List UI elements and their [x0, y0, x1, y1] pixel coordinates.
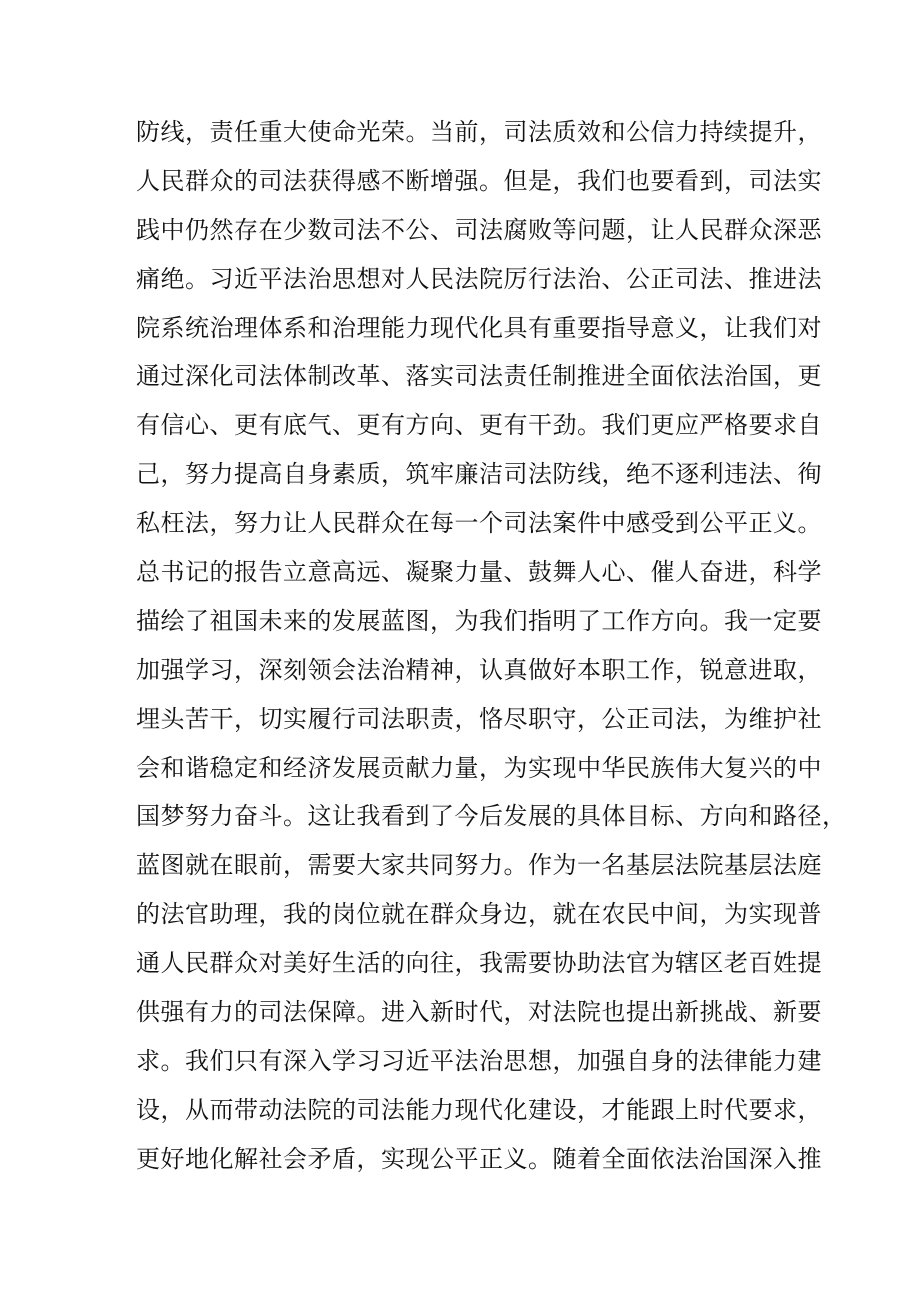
- text-line: 求。我们只有深入学习习近平法治思想，加强自身的法律能力建: [136, 1046, 822, 1075]
- text-line: 会和谐稳定和经济发展贡献力量，为实现中华民族伟大复兴的中: [136, 753, 822, 782]
- text-line: 国梦努力奋斗。这让我看到了今后发展的具体目标、方向和路径，: [136, 802, 847, 831]
- text-line: 痛绝。习近平法治思想对人民法院厉行法治、公正司法、推进法: [136, 264, 822, 293]
- text-line: 院系统治理体系和治理能力现代化具有重要指导意义，让我们对: [136, 313, 822, 342]
- text-line: 人民群众的司法获得感不断增强。但是，我们也要看到，司法实: [136, 166, 822, 195]
- text-line: 更好地化解社会矛盾，实现公平正义。随着全面依法治国深入推: [136, 1144, 822, 1173]
- text-line: 设，从而带动法院的司法能力现代化建设，才能跟上时代要求，: [136, 1095, 822, 1124]
- body-text: [136, 108, 847, 1184]
- text-line: 通过深化司法体制改革、落实司法责任制推进全面依法治国，更: [136, 362, 822, 391]
- text-line: 防线，责任重大使命光荣。当前，司法质效和公信力持续提升，: [136, 118, 822, 146]
- text-line: 供强有力的司法保障。进入新时代，对法院也提出新挑战、新要: [136, 998, 822, 1027]
- text-line: 总书记的报告立意高远、凝聚力量、鼓舞人心、催人奋进，科学: [136, 558, 822, 587]
- text-line: 描绘了祖国未来的发展蓝图，为我们指明了工作方向。我一定要: [136, 606, 822, 635]
- text-line: 通人民群众对美好生活的向往，我需要协助法官为辖区老百姓提: [136, 949, 822, 978]
- text-line: 有信心、更有底气、更有方向、更有干劲。我们更应严格要求自: [136, 411, 822, 440]
- text-line: 践中仍然存在少数司法不公、司法腐败等问题，让人民群众深恶: [136, 215, 822, 244]
- text-line: 己，努力提高自身素质，筑牢廉洁司法防线，绝不逐利违法、徇: [136, 460, 822, 489]
- text-line: 蓝图就在眼前，需要大家共同努力。作为一名基层法院基层法庭: [136, 851, 822, 880]
- text-line: 私枉法，努力让人民群众在每一个司法案件中感受到公平正义。: [136, 509, 822, 538]
- text-line: 埋头苦干，切实履行司法职责，恪尽职守，公正司法，为维护社: [136, 704, 822, 733]
- text-line: 的法官助理，我的岗位就在群众身边，就在农民中间，为实现普: [136, 900, 822, 929]
- text-line: 加强学习，深刻领会法治精神，认真做好本职工作，锐意进取，: [136, 655, 822, 684]
